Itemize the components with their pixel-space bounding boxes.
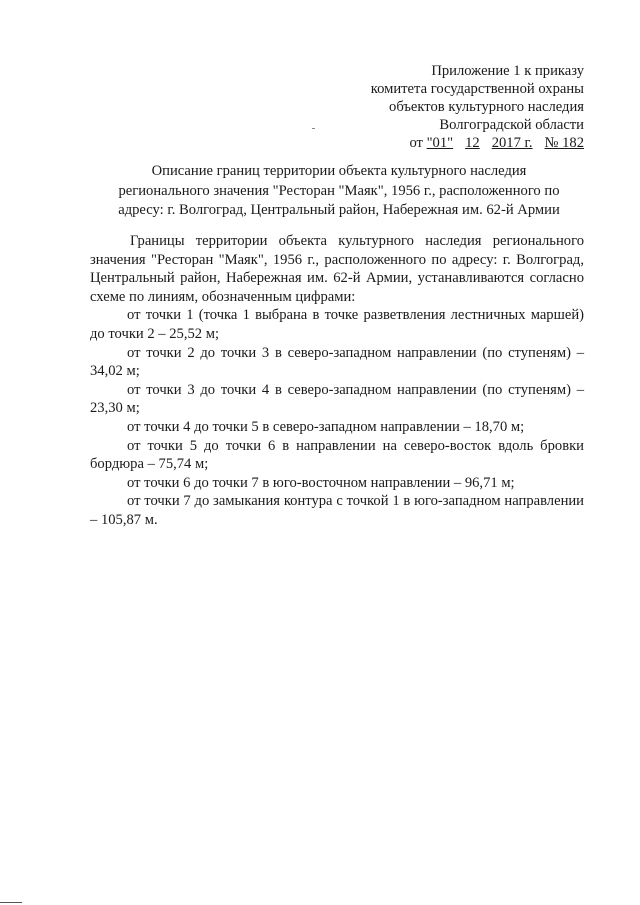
scan-edge-mark: [0, 902, 22, 903]
segment-3-4: от точки 3 до точки 4 в северо-западном направлении (по ступеням) – 23,30 м;: [90, 381, 584, 417]
segment-5-6: от точки 5 до точки 6 в направлении на северо-восток вдоль бровки бордюра – 75,74 м;: [90, 437, 584, 473]
appendix-line-3: объектов культурного наследия: [389, 99, 584, 115]
segment-2-3: от точки 2 до точки 3 в северо-западном направлении (по ступеням) – 34,02 м;: [90, 344, 584, 380]
document-title: [94, 162, 584, 221]
segment-6-7: от точки 6 до точки 7 в юго-восточном направлении – 96,71 м;: [127, 474, 515, 491]
document-body: [90, 232, 584, 530]
appendix-line-1: Приложение 1 к приказу: [431, 63, 584, 79]
segment-4-5: от точки 4 до точки 5 в северо-западном направлении – 18,70 м;: [127, 418, 525, 435]
segment-7-1: от точки 7 до замыкания контура с точкой 1 в юго-западном направлении – 105,87 м.: [90, 493, 584, 528]
scan-speck: [312, 128, 315, 129]
order-number: № 182: [544, 135, 584, 151]
appendix-line-4: Волгоградской области: [439, 117, 584, 133]
appendix-header: [371, 62, 584, 152]
date-year: 2017 г.: [491, 135, 533, 151]
title-line-1: Описание границ территории объекта культурного наследия: [151, 163, 527, 179]
date-month: 12: [465, 135, 480, 151]
segment-1-2: от точки 1 (точка 1 выбрана в точке разветвления лестничных маршей) до точки 2 – 25,52 м;: [90, 307, 584, 342]
title-line-2: регионального значения "Ресторан "Маяк", 1956 г., расположенного по: [118, 182, 560, 199]
appendix-date-line: [371, 134, 584, 152]
date-day: "01": [426, 135, 454, 151]
title-line-3: адресу: г. Волгоград, Центральный район, Набережная им. 62-й Армии: [118, 202, 560, 218]
intro-paragraph: Границы территории объекта культурного наследия регионального значения "Ресторан "Маяк", 1956 г., расположенного по адресу: г. Волгоград, Центральный район, Набережная им. 62-й Армии, устанавливаются согласно схеме по линиям, обозначенным цифрами:: [90, 233, 584, 305]
appendix-line-2: комитета государственной охраны: [370, 81, 584, 97]
date-prefix: от: [409, 135, 423, 151]
